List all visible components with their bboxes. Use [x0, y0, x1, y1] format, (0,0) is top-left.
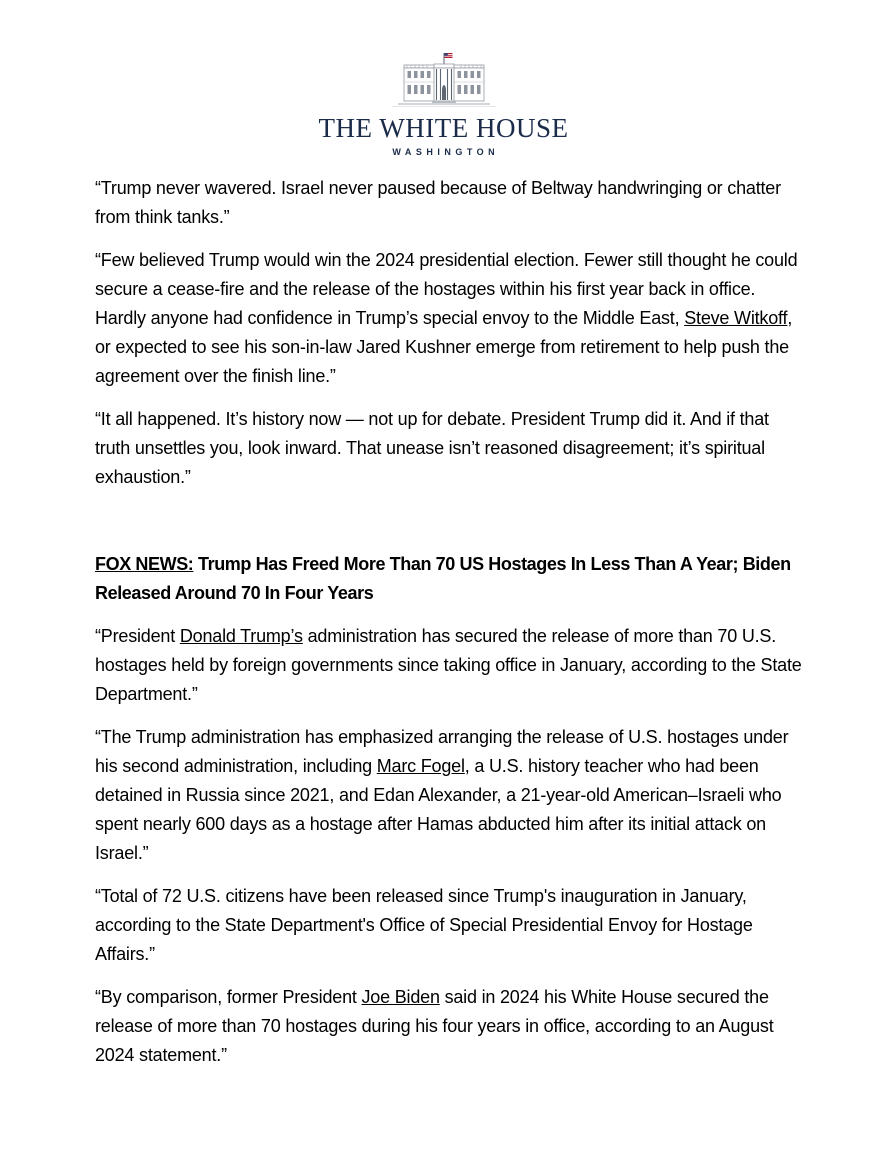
- link-donald-trump[interactable]: Donald Trump’s: [179, 626, 303, 646]
- text-segment: “By comparison, former President: [95, 987, 362, 1007]
- text-segment: said in 2024 his White House secured the release of more than 70 hostages during his four years in office, according to an August 2024 statement.”: [95, 987, 774, 1065]
- logo-subtitle: WASHINGTON: [392, 147, 500, 157]
- text-segment: “The Trump administration has emphasized arranging the release of U.S. hostages under his second administration, including: [95, 727, 789, 776]
- text-segment: FOX NEWS:: [95, 554, 194, 574]
- paragraph: [95, 405, 807, 492]
- white-house-logo: [0, 0, 887, 157]
- section-headline: [95, 550, 807, 608]
- logo-title: THE WHITE HOUSE: [318, 113, 569, 143]
- paragraph: [95, 983, 807, 1070]
- text-segment: , a U.S. history teacher who had been detained in Russia since 2021, and Edan Alexander, a 21-year-old American–Israeli who spent nearly 600 days as a hostage after Hamas abducted him after its initial attack on Israel.”: [95, 756, 782, 863]
- link-marc-fogel[interactable]: Marc Fogel: [376, 756, 465, 776]
- white-house-building-icon: [390, 52, 498, 112]
- document-body: [95, 174, 807, 1070]
- portico: [434, 64, 454, 101]
- link-steve-witkoff[interactable]: Steve Witkoff: [684, 308, 788, 328]
- text-segment: “It all happened. It’s history now — not up for debate. President Trump did it. And if that truth unsettles you, look inward. That unease isn’t reasoned disagreement; it’s spiritual exhaustion.”: [95, 409, 769, 487]
- paragraph: [95, 246, 807, 391]
- text-segment: administration has secured the release of more than 70 U.S. hostages held by foreign governments since taking office in January, according to the State Department.”: [95, 626, 802, 704]
- text-segment: “President: [95, 626, 180, 646]
- paragraph: [95, 882, 807, 969]
- paragraph: [95, 174, 807, 232]
- paragraph: [95, 622, 807, 709]
- us-flag-icon: [443, 53, 452, 64]
- paragraph: [95, 723, 807, 868]
- text-segment: “Trump never wavered. Israel never paused because of Beltway handwringing or chatter from think tanks.”: [95, 178, 781, 227]
- text-segment: “Few believed Trump would win the 2024 presidential election. Fewer still thought he could secure a cease-fire and the release of the hostages within his first year back in office. Hardly anyone had confidence in Trump’s special envoy to the Middle East,: [95, 250, 798, 328]
- facade: [392, 64, 496, 107]
- text-segment: Trump Has Freed More Than 70 US Hostages In Less Than A Year; Biden Released Around 70 In Four Years: [95, 554, 791, 603]
- text-segment: , or expected to see his son-in-law Jared Kushner emerge from retirement to help push the agreement over the finish line.”: [95, 308, 793, 386]
- link-joe-biden[interactable]: Joe Biden: [361, 987, 440, 1007]
- text-segment: “Total of 72 U.S. citizens have been released since Trump's inauguration in January, according to the State Department's Office of Special Presidential Envoy for Hostage Affairs.”: [95, 886, 753, 964]
